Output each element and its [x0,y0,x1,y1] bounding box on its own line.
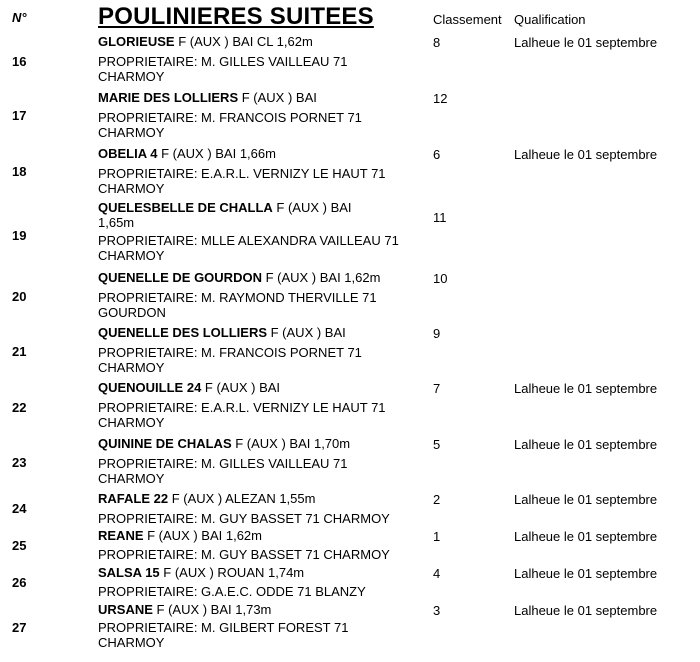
rank-value: 12 [433,91,448,106]
entry-description [98,436,428,486]
owner-text: PROPRIETAIRE: M. FRANCOIS PORNET 71 [98,110,362,125]
entry-description [98,565,428,599]
entry-description [98,200,428,263]
horse-name: QUENOUILLE 24 [98,380,202,395]
qualification-value: Lalheue le 01 septembre [514,35,658,50]
rank-value: 7 [433,381,441,396]
entry-description [98,325,428,375]
entry-description [98,90,428,140]
horse-name: QUININE DE CHALAS [98,436,232,451]
page-title: POULINIERES SUITEES [98,3,374,30]
entry-number: 25 [12,538,27,553]
entry-number: 20 [12,289,27,304]
owner-text: PROPRIETAIRE: M. GILBERT FOREST 71 [98,620,349,635]
horse-name: MARIE DES LOLLIERS [98,90,239,105]
entry-number: 19 [12,228,27,243]
horse-name: SALSA 15 [98,565,160,580]
owner-city: GOURDON [98,305,166,320]
horse-info: F (AUX ) BAI CL 1,62m [174,34,313,49]
rank-value: 6 [433,147,441,162]
rank-value: 9 [433,326,441,341]
rank-value: 4 [433,566,441,581]
horse-name: QUENELLE DES LOLLIERS [98,325,268,340]
entry-description [98,34,428,84]
owner-city: CHARMOY [98,248,165,263]
qualification-value: Lalheue le 01 septembre [514,529,658,544]
rank-value: 11 [433,210,447,225]
owner-text: PROPRIETAIRE: M. RAYMOND THERVILLE 71 [98,290,377,305]
horse-info: F (AUX ) BAI [267,325,346,340]
entry-description [98,602,428,650]
owner-text: PROPRIETAIRE: M. GUY BASSET 71 CHARMOY [98,511,390,526]
qualification-value: Lalheue le 01 septembre [514,603,658,618]
entry-number: 23 [12,455,27,470]
entry-description [98,270,428,320]
owner-city: CHARMOY [98,181,165,196]
horse-info: F (AUX ) BAI [201,380,281,395]
entry-description [98,528,428,562]
rank-value: 1 [433,529,441,544]
column-header-rank: Classement [433,12,502,27]
rank-value: 3 [433,603,441,618]
qualification-value: Lalheue le 01 septembre [514,381,658,396]
qualification-value: Lalheue le 01 septembre [514,492,658,507]
horse-info: F (AUX ) ROUAN 1,74m [159,565,305,580]
qualification-value: Lalheue le 01 septembre [514,437,658,452]
horse-info: F (AUX ) BAI 1,73m [152,602,272,617]
horse-name: QUELESBELLE DE CHALLA [98,200,273,215]
owner-text: PROPRIETAIRE: M. GILLES VAILLEAU 71 [98,54,348,69]
owner-city: CHARMOY [98,69,165,84]
entry-number: 18 [12,164,27,179]
owner-city: CHARMOY [98,360,165,375]
owner-text: PROPRIETAIRE: E.A.R.L. VERNIZY LE HAUT 71 [98,166,386,181]
entry-number: 16 [12,54,27,69]
horse-name: URSANE [98,602,153,617]
horse-info: F (AUX ) ALEZAN 1,55m [168,491,316,506]
owner-city: CHARMOY [98,635,165,650]
entry-description [98,380,428,430]
entry-description [98,146,428,196]
horse-height: 1,65m [98,215,135,230]
horse-name: OBELIA 4 [98,146,158,161]
horse-info: F (AUX ) BAI [272,200,352,215]
horse-name: GLORIEUSE [98,34,175,49]
entry-number: 17 [12,108,27,123]
column-header-qualification: Qualification [514,12,586,27]
rank-value: 8 [433,35,441,50]
entry-number: 24 [12,501,27,516]
owner-text: PROPRIETAIRE: M. GUY BASSET 71 CHARMOY [98,547,390,562]
rank-value: 10 [433,271,448,286]
horse-info: F (AUX ) BAI [238,90,317,105]
owner-text: PROPRIETAIRE: M. FRANCOIS PORNET 71 [98,345,362,360]
horse-name: REANE [98,528,144,543]
owner-text: PROPRIETAIRE: MLLE ALEXANDRA VAILLEAU 71 [98,233,399,248]
horse-name: RAFALE 22 [98,491,169,506]
entry-description [98,491,428,526]
qualification-value: Lalheue le 01 septembre [514,566,658,581]
rank-value: 5 [433,437,441,452]
entry-number: 26 [12,575,27,590]
rank-value: 2 [433,492,441,507]
entry-number: 27 [12,620,27,635]
owner-text: PROPRIETAIRE: E.A.R.L. VERNIZY LE HAUT 71 [98,400,386,415]
horse-info: F (AUX ) BAI 1,66m [157,146,276,161]
horse-info: F (AUX ) BAI 1,62m [143,528,262,543]
entry-number: 21 [12,344,27,359]
owner-city: CHARMOY [98,415,165,430]
horse-info: F (AUX ) BAI 1,70m [231,436,351,451]
owner-city: CHARMOY [98,125,165,140]
entry-number: 22 [12,400,27,415]
column-header-number: N° [12,10,27,25]
owner-city: CHARMOY [98,471,165,486]
horse-info: F (AUX ) BAI 1,62m [261,270,381,285]
owner-text: PROPRIETAIRE: M. GILLES VAILLEAU 71 [98,456,348,471]
owner-text: PROPRIETAIRE: G.A.E.C. ODDE 71 BLANZY [98,584,366,599]
horse-name: QUENELLE DE GOURDON [98,270,262,285]
qualification-value: Lalheue le 01 septembre [514,147,658,162]
